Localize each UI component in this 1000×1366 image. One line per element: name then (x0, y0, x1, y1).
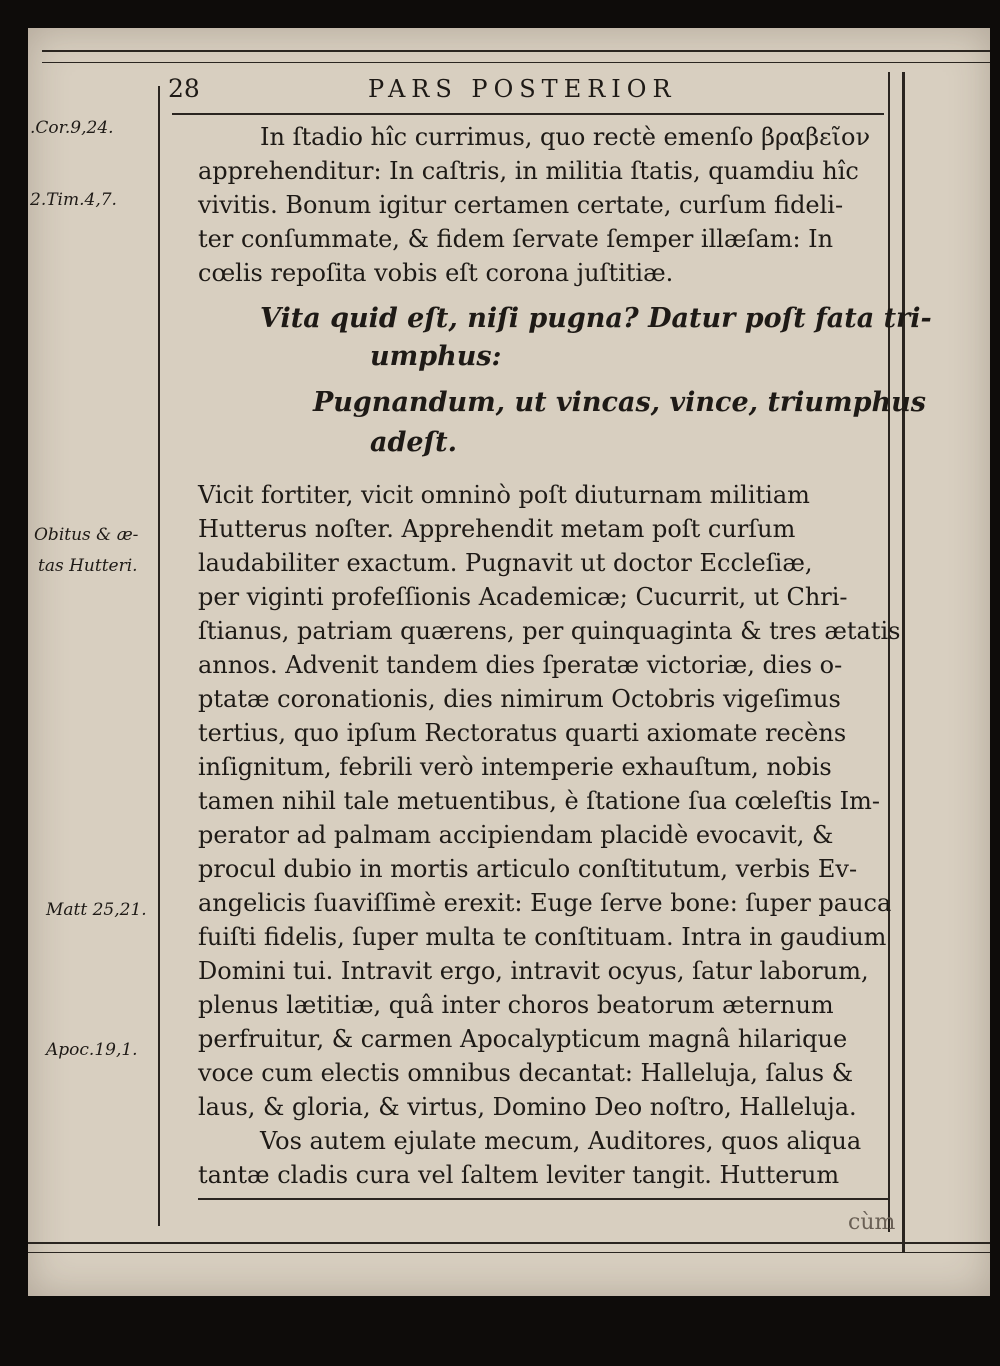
text-line: ptatæ coronationis, dies nimirum Octobris vigeſimus (198, 685, 841, 713)
right-column-rule (888, 72, 890, 1232)
text-line: Hutterus noſter. Apprehendit metam poſt curſum (198, 515, 796, 543)
text-line: per viginti profeſſionis Academicæ; Cucurrit, ut Chri- (198, 583, 848, 611)
text-line: plenus lætitiæ, quâ inter choros beatorum æternum (198, 991, 834, 1019)
text-line: ter conſummate, & fidem ſervate ſemper illæſam: In (198, 225, 834, 253)
top-border-rule-thin (42, 62, 990, 63)
margin-note: Obitus & æ- (34, 525, 139, 545)
text-line: inſignitum, febrili verò intemperie exhauſtum, nobis (198, 753, 832, 781)
text-line: annos. Advenit tandem dies ſperatæ victoriæ, dies o- (198, 651, 843, 679)
text-line: apprehenditur: In caſtris, in militia ſtatis, quamdiu hîc (198, 157, 859, 185)
text-line: tamen nihil tale metuentibus, è ſtatione ſua cœleſtis Im- (198, 787, 881, 815)
top-border-rule (42, 50, 990, 52)
margin-note: tas Hutteri. (38, 556, 138, 576)
text-line: angelicis ſuaviſſimè erexit: Euge ſerve bone: ſuper pauca (198, 889, 892, 917)
bottom-border-rule-thin (28, 1252, 990, 1253)
margin-note: Apoc.19,1. (46, 1040, 138, 1060)
text-line: Vos autem ejulate mecum, Auditores, quos aliqua (260, 1127, 862, 1155)
footer-rule (198, 1198, 888, 1200)
margin-note: Matt 25,21. (46, 900, 147, 920)
verse-line: umphus: (370, 341, 502, 372)
running-title: PARS POSTERIOR (368, 75, 677, 103)
page-number: 28 (168, 74, 200, 103)
margin-note: 2.Tim.4,7. (30, 190, 117, 210)
verse-line: Pugnandum, ut vincas, vince, triumphus (313, 387, 926, 418)
text-line: Vicit fortiter, vicit omninò poſt diuturnam militiam (198, 481, 810, 509)
text-line: procul dubio in mortis articulo conſtitutum, verbis Ev- (198, 855, 858, 883)
text-line: cœlis repoſita vobis eſt corona juſtitiæ. (198, 259, 674, 287)
text-line: vivitis. Bonum igitur certamen certate, curſum fideli- (198, 191, 844, 219)
text-line: ſtianus, patriam quærens, per quinquaginta & tres ætatis (198, 617, 901, 645)
text-line: laudabiliter exactum. Pugnavit ut doctor Eccleſiæ, (198, 549, 813, 577)
margin-column-rule (158, 86, 160, 1226)
header-rule (172, 113, 884, 115)
right-edge-rule (902, 72, 905, 1252)
text-line: tantæ cladis cura vel ſaltem leviter tangit. Hutterum (198, 1161, 840, 1189)
book-page (28, 28, 990, 1296)
text-line: laus, & gloria, & virtus, Domino Deo noſtro, Halleluja. (198, 1093, 857, 1121)
text-line: perator ad palmam accipiendam placidè evocavit, & (198, 821, 834, 849)
margin-note: .Cor.9,24. (30, 118, 114, 138)
catchword: cùm (848, 1210, 896, 1235)
verse-line: adeſt. (370, 427, 458, 458)
verse-line: Vita quid eſt, niſi pugna? Datur poſt fata tri- (260, 303, 932, 334)
bottom-border-rule (28, 1242, 990, 1244)
text-line: voce cum electis omnibus decantat: Halleluja, ſalus & (198, 1059, 854, 1087)
text-line: perfruitur, & carmen Apocalypticum magnâ hilarique (198, 1025, 848, 1053)
text-line: fuiſti fidelis, ſuper multa te conſtituam. Intra in gaudium (198, 923, 887, 951)
text-line: Domini tui. Intravit ergo, intravit ocyus, ſatur laborum, (198, 957, 869, 985)
text-line: tertius, quo ipſum Rectoratus quarti axiomate recèns (198, 719, 847, 747)
text-line: In ſtadio hîc currimus, quo rectè emenſo βραβεῖον (260, 123, 871, 151)
